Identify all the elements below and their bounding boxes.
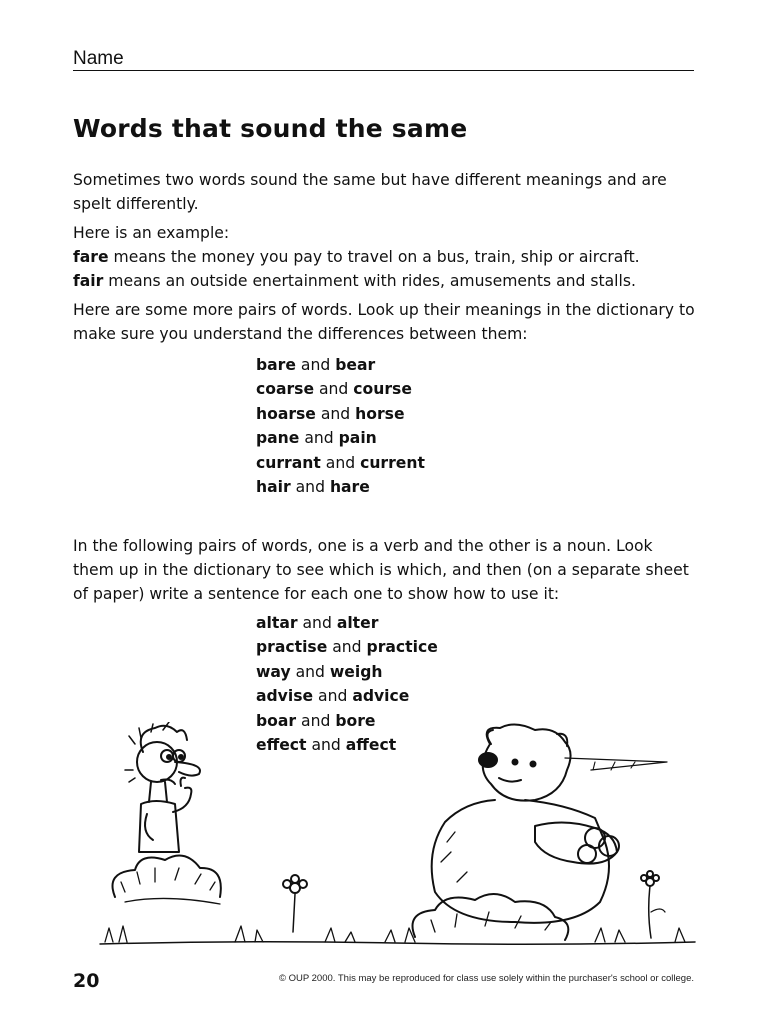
word-a: hoarse [256, 404, 316, 423]
word-b: pain [338, 429, 377, 448]
boy-figure [125, 722, 200, 852]
word-pair [256, 475, 425, 499]
word-pair [256, 353, 425, 377]
example-word: fair [73, 272, 104, 290]
copyright-notice: © OUP 2000. This may be reproduced for class use solely within the purchaser's school or college. [278, 973, 694, 984]
page-title: Words that sound the same [73, 114, 468, 143]
bush-right [413, 894, 569, 940]
word-pair [256, 426, 425, 450]
example-definition: means an outside enertainment with rides, amusements and stalls. [103, 272, 636, 290]
pair-connector: and [306, 736, 346, 755]
pair-connector: and [297, 614, 337, 632]
word-b: horse [355, 404, 405, 423]
example-definition: means the money you pay to travel on a bus, train, ship or aircraft. [108, 248, 640, 266]
bush-left [113, 856, 221, 905]
word-a: altar [256, 614, 298, 632]
pair-connector: and [290, 662, 330, 681]
pair-connector: and [295, 356, 336, 374]
pair-connector: and [327, 638, 367, 657]
pair-connector: and [320, 453, 361, 472]
word-b: bore [335, 711, 376, 730]
word-b: alter [336, 614, 379, 632]
flower-right [641, 871, 665, 938]
word-pair [256, 684, 438, 708]
word-b: hare [329, 478, 370, 497]
section1-word-pairs [256, 353, 425, 499]
pair-connector: and [315, 404, 356, 423]
grass-tufts [105, 926, 685, 942]
word-pair [256, 377, 425, 401]
word-a: advise [256, 687, 314, 706]
word-b: practice [366, 638, 438, 657]
intro-paragraph: Sometimes two words sound the same but have different meanings and are spelt differently. [73, 171, 667, 213]
word-pair [256, 635, 438, 659]
word-a: hair [256, 478, 291, 497]
word-a: pane [256, 429, 300, 448]
word-b: course [353, 380, 412, 399]
word-b: advice [352, 687, 410, 706]
name-field-line [73, 48, 694, 71]
pair-connector: and [296, 711, 336, 730]
pair-connector: and [299, 429, 339, 448]
page-number: 20 [73, 970, 100, 992]
example-word: fare [73, 248, 109, 266]
boy-and-bear-illustration [95, 722, 700, 954]
word-pair [256, 402, 425, 426]
word-b: weigh [329, 662, 383, 681]
word-pair [256, 451, 425, 475]
pair-connector: and [290, 478, 330, 497]
pair-connector: and [313, 687, 353, 706]
word-a: way [256, 662, 291, 681]
bear-figure [432, 724, 667, 922]
word-b: affect [345, 736, 397, 755]
word-a: coarse [256, 380, 315, 399]
word-a: boar [256, 711, 297, 730]
section2-instructions: In the following pairs of words, one is a verb and the other is a noun. Look them up in the dictionary to see which is which, and then (on a separate sheet of paper) write a sentence for each one to show how to use it: [73, 537, 689, 603]
word-a: effect [256, 736, 307, 755]
example-intro: Here is an example: [73, 224, 230, 242]
word-a: bare [256, 356, 296, 374]
name-label: Name [73, 48, 124, 69]
section1-instructions: Here are some more pairs of words. Look up their meanings in the dictionary to make sure you understand the differences between them: [73, 301, 695, 343]
example-block [73, 221, 698, 293]
word-pair [256, 660, 438, 684]
word-pair [256, 611, 438, 635]
word-b: current [360, 453, 425, 472]
word-a: currant [256, 453, 321, 472]
word-a: practise [256, 638, 328, 657]
pair-connector: and [314, 380, 354, 399]
word-b: bear [335, 356, 376, 374]
flower-left [283, 875, 307, 932]
